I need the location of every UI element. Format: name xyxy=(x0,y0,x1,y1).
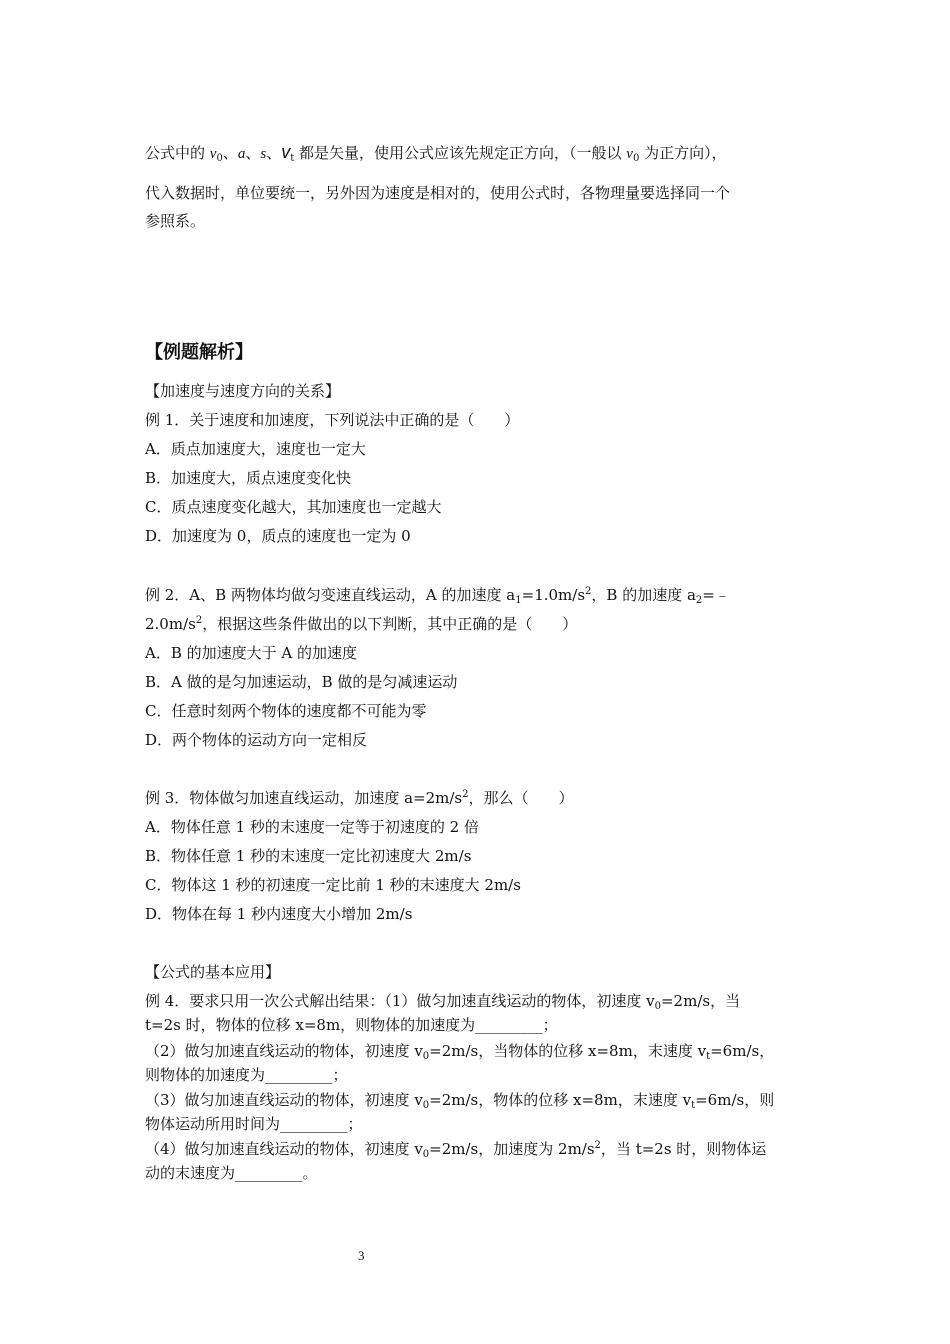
ex4-line-1 xyxy=(145,990,740,1015)
ex4-line-7 xyxy=(145,1138,766,1163)
ex1-question: 例 1．关于速度和加速度，下列说法中正确的是（ ） xyxy=(145,411,520,429)
ex3-option-c: C．物体这 1 秒的初速度一定比前 1 秒的末速度大 2m/s xyxy=(145,876,521,894)
symbol-vt: v xyxy=(281,142,291,162)
text: =2m/s，加速度为 2m/s xyxy=(429,1140,595,1158)
text: ，根据这些条件做出的以下判断，其中正确的是（ ） xyxy=(202,615,578,633)
subscript: 1 xyxy=(515,595,522,606)
ex4-line-3 xyxy=(145,1040,774,1065)
ex2-option-a: A．B 的加速度大于 A 的加速度 xyxy=(145,644,357,662)
text: （4）做匀加速直线运动的物体，初速度 v xyxy=(145,1140,423,1158)
ex3-option-a: A．物体任意 1 秒的末速度一定等于初速度的 2 倍 xyxy=(145,818,479,836)
text: 、 xyxy=(245,144,261,162)
text: 为正方向）， xyxy=(639,144,727,162)
superscript: 2 xyxy=(585,586,592,597)
text: 例 3．物体做匀加速直线运动，加速度 a=2m/s xyxy=(145,789,463,807)
text: =1.0m/s xyxy=(521,586,586,604)
ex4-line-5 xyxy=(145,1089,774,1114)
text: ，B 的加速度 a xyxy=(591,586,696,604)
text: 都是矢量，使用公式应该先规定正方向，（一般以 xyxy=(294,144,627,162)
subscript: 0 xyxy=(632,153,640,164)
ex2-question-line-2 xyxy=(145,613,577,638)
symbol-s: s xyxy=(260,146,267,162)
ex3-question xyxy=(145,787,574,812)
ex1-option-d: D．加速度为 0，质点的速度也一定为 0 xyxy=(145,527,411,545)
ex2-option-d: D．两个物体的运动方向一定相反 xyxy=(145,731,368,749)
text: =2m/s，当物体的位移 x=8m，末速度 v xyxy=(429,1042,707,1060)
ex1-option-b: B．加速度大，质点速度变化快 xyxy=(145,469,352,487)
intro-line-2: 代入数据时，单位要统一，另外因为速度是相对的，使用公式时，各物理量要选择同一个 xyxy=(145,184,731,202)
subscript: t xyxy=(706,1051,711,1062)
text: =2m/s，物体的位移 x=8m，末速度 v xyxy=(429,1091,692,1109)
text: 2.0m/s xyxy=(145,615,196,633)
text: =2m/s，当 xyxy=(660,992,741,1010)
ex3-option-b: B．物体任意 1 秒的末速度一定比初速度大 2m/s xyxy=(145,847,472,865)
text: 例 4．要求只用一次公式解出结果：（1）做匀加速直线运动的物体，初速度 v xyxy=(145,992,655,1010)
ex4-line-4: 则物体的加速度为_________； xyxy=(145,1066,348,1084)
subscript: 0 xyxy=(422,1100,430,1111)
text: ，当 t=2s 时，则物体运 xyxy=(600,1140,767,1158)
section-title: 【例题解析】 xyxy=(145,342,253,363)
superscript: 2 xyxy=(462,789,469,800)
text: （3）做匀加速直线运动的物体，初速度 v xyxy=(145,1091,423,1109)
ex4-line-8: 动的末速度为_________。 xyxy=(145,1164,318,1182)
symbol-a: a xyxy=(237,146,246,162)
ex2-question-line-1 xyxy=(145,584,730,609)
ex4-line-6: 物体运动所用时间为_________； xyxy=(145,1115,363,1133)
subheading-1: 【加速度与速度方向的关系】 xyxy=(145,382,341,400)
ex3-option-d: D．物体在每 1 秒内速度大小增加 2m/s xyxy=(145,905,413,923)
text: 公式中的 xyxy=(145,144,210,162)
text: （2）做匀加速直线运动的物体，初速度 v xyxy=(145,1042,423,1060)
page-number: 3 xyxy=(358,1248,365,1263)
subscript: 0 xyxy=(422,1051,430,1062)
ex4-line-2: t=2s 时，物体的位移 x=8m，则物体的加速度为_________； xyxy=(145,1016,558,1034)
superscript: 2 xyxy=(195,615,203,626)
text: 例 2．A、B 两物体均做匀变速直线运动，A 的加速度 a xyxy=(145,586,516,604)
symbol-v0: v xyxy=(209,146,217,162)
text: =﹣ xyxy=(702,586,730,604)
subscript: 0 xyxy=(216,153,223,164)
text: =6m/s，则 xyxy=(695,1091,775,1109)
subscript: t xyxy=(290,153,295,164)
intro-line-3: 参照系。 xyxy=(145,212,206,230)
superscript: 2 xyxy=(594,1140,601,1151)
ex2-option-c: C．任意时刻两个物体的速度都不可能为零 xyxy=(145,702,427,720)
text: 、 xyxy=(222,144,238,162)
subscript: 0 xyxy=(654,1001,661,1012)
subscript: 0 xyxy=(422,1149,430,1160)
subscript: t xyxy=(691,1100,696,1111)
subscript: 2 xyxy=(695,595,703,606)
text: =6m/s， xyxy=(710,1042,775,1060)
text: ，那么（ ） xyxy=(468,789,574,807)
intro-line-1 xyxy=(145,141,727,167)
ex2-option-b: B．A 做的是匀加速运动，B 做的是匀减速运动 xyxy=(145,673,458,691)
subheading-2: 【公式的基本应用】 xyxy=(145,963,281,981)
ex1-option-a: A．质点加速度大，速度也一定大 xyxy=(145,440,366,458)
ex1-option-c: C．质点速度变化越大，其加速度也一定越大 xyxy=(145,498,442,516)
text: 、 xyxy=(266,144,282,162)
symbol-v0: v xyxy=(626,146,633,162)
